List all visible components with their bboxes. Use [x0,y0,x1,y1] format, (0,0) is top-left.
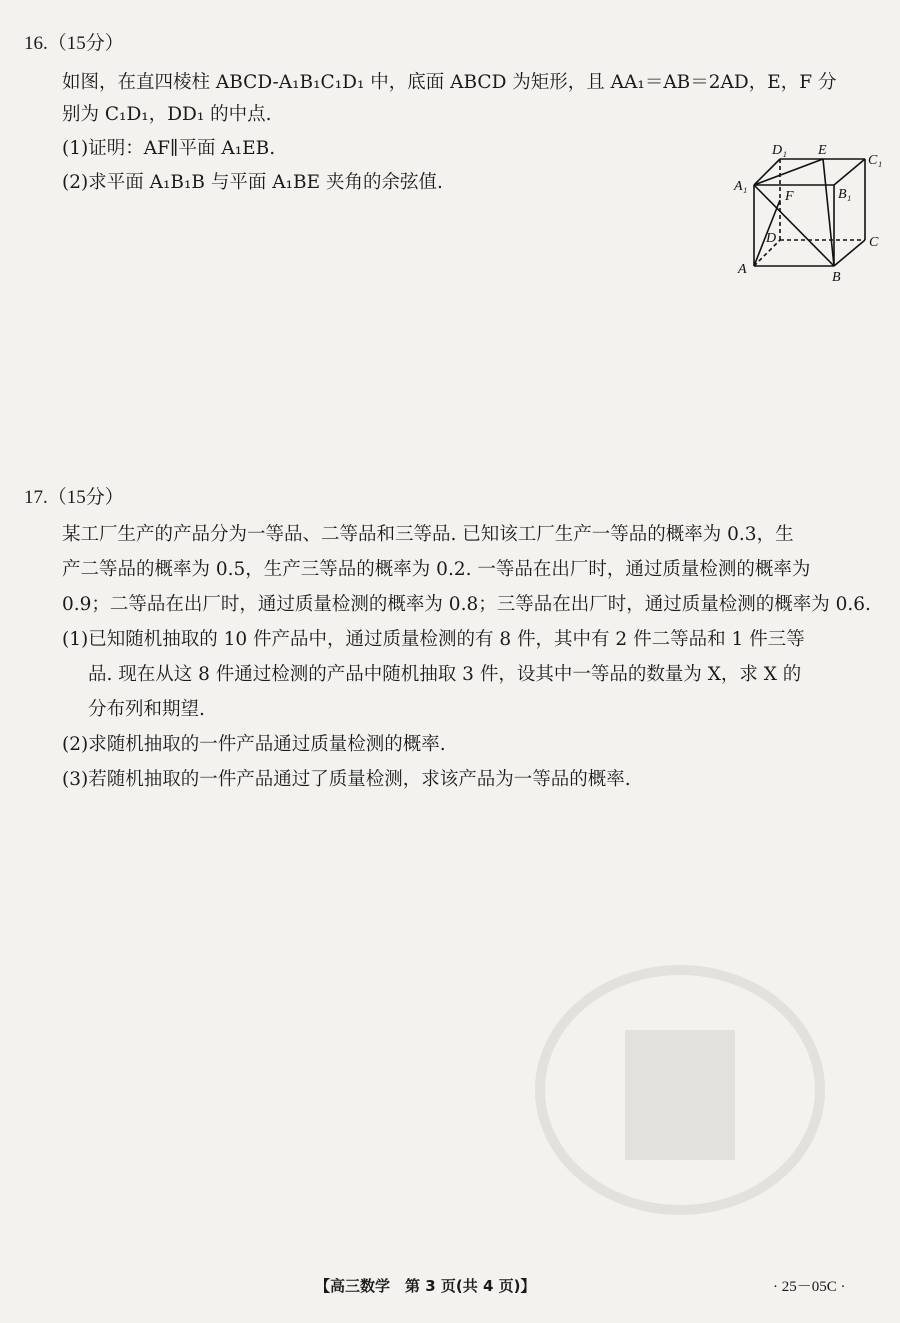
label-E: E [818,143,827,158]
q16-number: 16.（15分） [24,33,124,54]
q16-part2: (2)求平面 A₁B₁B 与平面 A₁BE 夹角的余弦值. [62,172,443,193]
label-F: F [785,189,794,204]
label-C: C [869,235,879,250]
label-C1: C₁ [868,153,883,168]
q17-part1-line1: (1)已知随机抽取的 10 件产品中，通过质量检测的有 8 件，其中有 2 件二等品和 1 件三等 [62,629,805,650]
q17-part1-line3: 分布列和期望. [88,699,205,720]
label-D1: D₁ [772,143,787,158]
footer-code: · 25－05C · [773,1279,846,1295]
prism-figure [730,138,890,288]
label-A: A [738,262,747,277]
q17-part1-line2: 品. 现在从这 8 件通过检测的产品中随机抽取 3 件，设其中一等品的数量为 X，求 X 的 [88,664,802,685]
footer-page-info: 【高三数学 第 3 页(共 4 页)】 [315,1277,536,1295]
q17-stem-line1: 某工厂生产的产品分为一等品、二等品和三等品. 已知该工厂生产一等品的概率为 0.3，生 [62,524,794,545]
q17-number: 17.（15分） [24,487,124,508]
label-A1: A₁ [734,179,748,194]
q17-part3: (3)若随机抽取的一件产品通过了质量检测，求该产品为一等品的概率. [62,769,631,790]
label-B1: B₁ [838,187,852,202]
q16-stem-line2: 别为 C₁D₁，DD₁ 的中点. [62,104,272,125]
label-B: B [832,270,841,285]
q16-stem-line1: 如图，在直四棱柱 ABCD-A₁B₁C₁D₁ 中，底面 ABCD 为矩形，且 AA₁＝AB＝2AD，E，F 分 [62,72,837,93]
stamp-watermark [530,960,830,1220]
q16-part1: (1)证明：AF∥平面 A₁EB. [62,138,276,159]
q17-stem-line2: 产二等品的概率为 0.5，生产三等品的概率为 0.2. 一等品在出厂时，通过质量检测的概率为 [62,559,811,580]
q17-part2: (2)求随机抽取的一件产品通过质量检测的概率. [62,734,446,755]
q17-stem-line3: 0.9；二等品在出厂时，通过质量检测的概率为 0.8；三等品在出厂时，通过质量检测的概率为 0.6. [62,594,871,615]
label-D: D [766,231,777,246]
